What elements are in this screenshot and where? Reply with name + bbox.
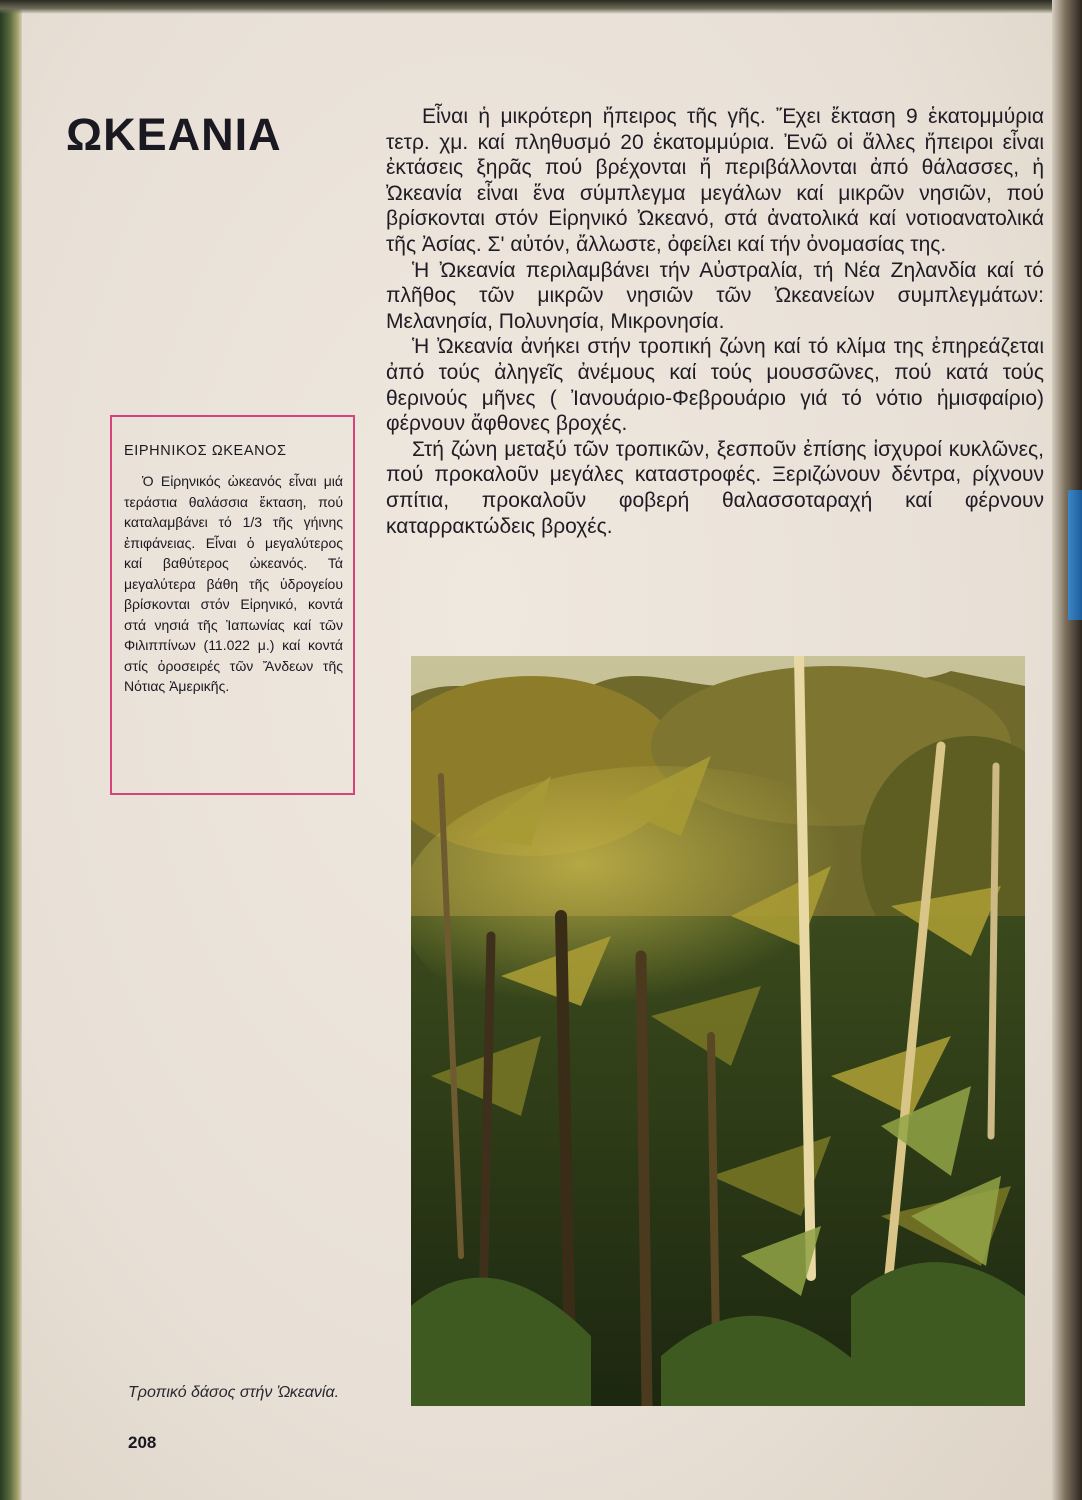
page-top-edge (0, 0, 1082, 14)
info-box-text: Ὁ Εἰρηνικός ὠκεανός εἶναι μιά τεράστια θαλάσσια ἔκταση, πού καταλαμβάνει τό 1/3 τῆς γήινης ἐπιφάνειας. Εἶναι ὁ μεγαλύτερος καί βαθύτερος ὠκεανός. Τά μεγαλύτερα βάθη τῆς ὑδρογείου βρίσκονται στόν Εἰρηνικό, κοντά στά νησιά τῆς Ἰαπωνίας καί τῶν Φιλιππίνων (11.022 μ.) καί κοντά στίς ὀροσειρές τῶν Ἄνδεων τῆς Νότιας Ἀμερικῆς. (124, 473, 343, 694)
main-body-text (386, 104, 1044, 539)
photo-caption: Τροπικό δάσος στήν Ὠκεανία. (128, 1384, 340, 1401)
paragraph-intro: Εἶναι ἡ μικρότερη ἤπειρος τῆς γῆς. Ἔχει ἔκταση 9 ἑκατομμύρια τετρ. χμ. καί πληθυσμό 20 ἑκατομμύρια. Ἐνῶ οἱ ἄλλες ἤπειροι εἶναι ἐκτάσεις ξηρᾶς πού βρέχονται ἤ περιβάλλονται ἀπό θάλασσες, ἡ Ὠκεανία εἶναι ἕνα σύμπλεγμα μεγάλων καί μικρῶν νησιῶν, πού βρίσκονται στόν Εἰρηνικό Ὠκεανό, στά ἀνατολικά καί νοτιοανατολικά τῆς Ἀσίας. Σ' αὐτόν, ἄλλωστε, ὀφείλει καί τήν ὀνομασίας της. (386, 105, 1044, 256)
paragraph-climate: Ἡ Ὠκεανία ἀνήκει στήν τροπική ζώνη καί τό κλίμα της ἐπηρεάζεται ἀπό τούς ἀληγεῖς ἀνέμους καί τούς μουσσῶνες, πού κατά τούς θερινούς μῆνες ( Ἰανουάριο-Φεβρουάριο γιά τό νότιο ἡμισφαίριο) φέρνουν ἄφθονες βροχές. (386, 335, 1044, 436)
page-title: ΩΚΕΑΝΙΑ (66, 109, 282, 160)
paragraph-cyclones: Στή ζώνη μεταξύ τῶν τροπικῶν, ξεσποῦν ἐπίσης ἰσχυροί κυκλῶνες, πού προκαλοῦν μεγάλες καταστροφές. Ξεριζώνουν δέντρα, ρίχνουν σπίτια, προκαλοῦν φοβερή θαλασσοταραχή καί φέρνουν καταρρακτώδεις βροχές. (386, 437, 1044, 538)
page-right-blue-tab (1068, 490, 1082, 620)
page-number: 208 (128, 1433, 157, 1452)
page-left-edge (0, 0, 22, 1500)
pacific-ocean-info-box (110, 415, 355, 795)
info-box-title: ΕΙΡΗΝΙΚΟΣ ΩΚΕΑΝΟΣ (124, 443, 287, 459)
tropical-forest-photo (411, 656, 1025, 1406)
page-right-edge (1052, 0, 1082, 1500)
paragraph-composition: Ἡ Ὠκεανία περιλαμβάνει τήν Αὐστραλία, τή Νέα Ζηλανδία καί τό πλῆθος τῶν μικρῶν νησιῶν τῶν Ὠκεανείων συμπλεγμάτων: Μελανησία, Πολυνησία, Μικρονησία. (386, 258, 1044, 333)
